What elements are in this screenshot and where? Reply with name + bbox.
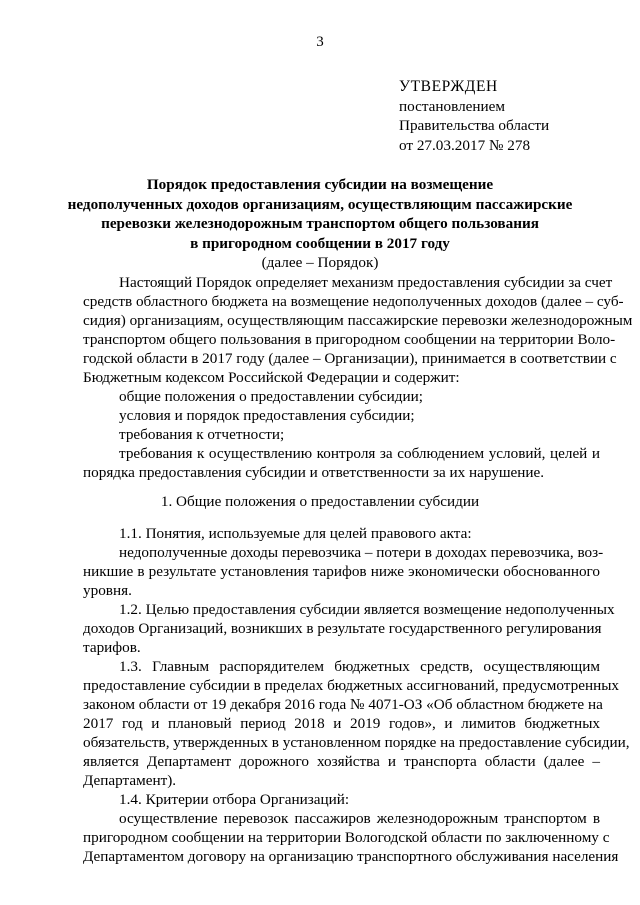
intro-list-item: условия и порядок предоставления субсидии; [119,407,415,424]
intro-line: транспортом общего пользования в пригородном сообщении на территории Воло- [83,331,616,348]
section-line: уровня. [83,582,132,599]
intro-list-item: требования к осуществлению контроля за соблюдением условий, целей и [119,445,600,462]
document-title [60,175,580,273]
title-line: Порядок предоставления субсидии на возмещение [146,176,494,193]
intro-list-item: общие положения о предоставлении субсидии; [119,388,423,405]
intro-line: средств областного бюджета на возмещение недополученных доходов (далее – суб- [83,293,624,310]
section-line: 1.3. Главным распорядителем бюджетных средств, осуществляющим [119,658,600,675]
section-line: 1.4. Критерии отбора Организаций: [119,791,350,808]
title-line: перевозки железнодорожным транспортом общего пользования [101,215,539,232]
intro-list-item: требования к отчетности; [119,426,285,443]
intro-line: Настоящий Порядок определяет механизм предоставления субсидии за счет [119,274,613,291]
section-line: недополученные доходы перевозчика – потери в доходах перевозчика, воз- [119,544,604,561]
section-line: законом области от 19 декабря 2016 года № 4071-ОЗ «Об областном бюджете на [83,696,603,713]
section-line: Департамент). [83,772,177,789]
intro-line: порядка предоставления субсидии и ответственности за их нарушение. [83,464,545,481]
approval-block [399,77,549,155]
title-line: недополученных доходов организациям, осуществляющим пассажирские [67,195,573,213]
section-line: тарифов. [83,639,141,656]
intro-line: Бюджетным кодексом Российской Федерации и содержит: [83,369,460,386]
section-line: Департаментом договору на организацию транспортного обслуживания населения [83,848,619,865]
page-number: 3 [316,34,324,50]
title-subtitle: (далее – Порядок) [261,254,379,271]
approval-line: постановлением [399,97,506,115]
approval-line: Правительства области [399,117,550,134]
section-line: 1.2. Целью предоставления субсидии является возмещение недополученных [119,601,615,618]
section-line: предоставление субсидии в пределах бюджетных ассигнований, предусмотренных [83,677,620,694]
approval-heading: УТВЕРЖДЕН [399,78,498,95]
section-line: 1.1. Понятия, используемые для целей правового акта: [119,525,472,542]
section-line: пригородном сообщении на территории Вологодской области по заключенному с [83,829,610,846]
section-line: 2017 год и плановый период 2018 и 2019 годов», и лимитов бюджетных [83,715,600,732]
section-line: является Департамент дорожного хозяйства и транспорта области (далее – [83,753,600,770]
intro-line: сидия) организациям, осуществляющим пассажирские перевозки железнодорожным [83,312,633,329]
section-line: никшие в результате установления тарифов ниже экономически обоснованного [83,563,600,580]
approval-date-line: от 27.03.2017 № 278 [399,136,531,154]
intro-line: годской области в 2017 году (далее – Организации), принимается в соответствии с [83,350,617,367]
title-line: в пригородном сообщении в 2017 году [190,234,450,252]
section-heading: 1. Общие положения о предоставлении субсидии [160,493,480,510]
section-line: осуществление перевозок пассажиров железнодорожным транспортом в [119,810,600,827]
section-line: доходов Организаций, возникших в результате государственного регулирования [83,620,602,637]
section-line: обязательств, утвержденных в установленном порядке на предоставление субсидии, [83,734,630,751]
